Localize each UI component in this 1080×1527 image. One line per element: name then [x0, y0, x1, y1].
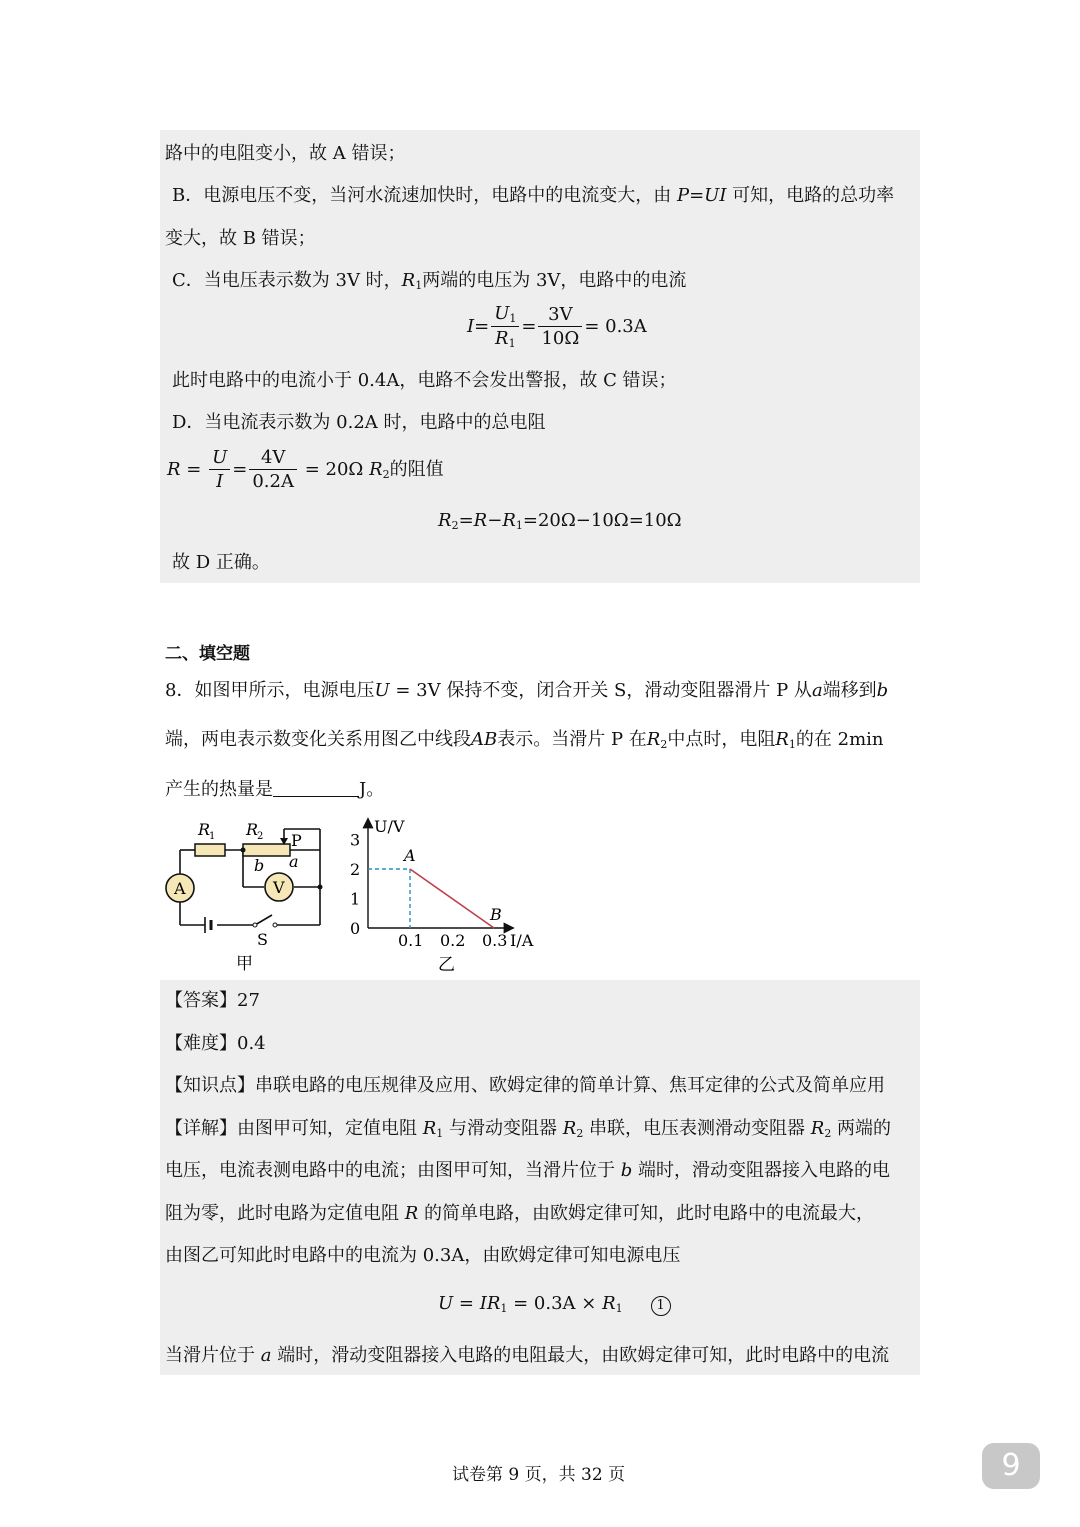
ui-graph [340, 812, 550, 977]
switch-label: S [257, 930, 268, 949]
solution-line: 故 D 正确。 [172, 552, 270, 573]
resistor-r1 [195, 844, 225, 856]
voltmeter-label: V [273, 878, 285, 897]
x-tick-label: 0.3 [482, 931, 508, 950]
question-line: 端，两电表示数变化关系用图乙中线段AB表示。当滑片 P 在$R_2$中点时，电阻$R_1$的在 2min [165, 729, 884, 751]
detail-line: 电压，电流表测电路中的电流；由图甲可知，当滑片位于 b 端时，滑动变阻器接入电路的电 [165, 1160, 890, 1181]
segment-ab [410, 869, 494, 928]
figure-caption-yi: 乙 [438, 955, 455, 975]
solution-line: C．当电压表示数为 3V 时，$R_1$两端的电压为 3V，电路中的电流 [172, 270, 687, 292]
page-number-badge: 9 [982, 1443, 1040, 1489]
difficulty-line: 【难度】0.4 [165, 1033, 266, 1054]
formula-r2: $R_2=R-R_1=20\Omega-10\Omega=10\Omega$ [438, 510, 682, 532]
label-b: b [254, 856, 265, 875]
y-axis-label: U/V [374, 817, 405, 836]
detail-line: 【详解】由图甲可知，定值电阻 $R_1$ 与滑动变阻器 $R_2$ 串联，电压表测滑动变阻器 $R_2$ 两端的 [165, 1118, 892, 1140]
page-footer: 试卷第 9 页，共 32 页 [452, 1465, 626, 1485]
y-tick-label: 1 [350, 889, 361, 909]
solution-line: 变大，故 B 错误； [165, 228, 316, 249]
answer-line: 【答案】27 [165, 990, 260, 1011]
formula-supply-voltage: $U = IR_1 = 0.3A \times R_1$ 1 [438, 1295, 671, 1316]
label-p: P [291, 831, 302, 850]
rheostat-r2 [243, 844, 290, 856]
question-line: 8．如图甲所示，电源电压U = 3V 保持不变，闭合开关 S，滑动变阻器滑片 P 从a端移到b [165, 680, 889, 701]
question-line: 产生的热量是 J。 [165, 779, 385, 800]
solution-line: B．电源电压不变，当河水流速加快时，电路中的电流变大，由 P=UI 可知，电路的总功率 [172, 185, 895, 206]
detail-line: 当滑片位于 a 端时，滑动变阻器接入电路的电阻最大，由欧姆定律可知，此时电路中的电流 [165, 1345, 890, 1366]
formula-resistance: R = $\frac{U}{I}$ = $\frac{4V}{0.2A}$ = 20Ω $R_2$的阻值 [167, 447, 444, 492]
solution-line: 路中的电阻变小，故 A 错误； [165, 143, 406, 164]
section-heading: 二、填空题 [165, 644, 250, 664]
x-tick-label: 0.1 [398, 931, 424, 950]
label-r1-sub: 1 [209, 831, 216, 842]
y-tick-label: 3 [350, 830, 361, 850]
y-tick-label: 0 [350, 919, 361, 938]
answer-blank [273, 780, 359, 797]
figure-caption-jia: 甲 [236, 954, 253, 974]
point-label-b: B [490, 905, 502, 924]
label-r2: R [246, 820, 259, 839]
solution-line: 此时电路中的电流小于 0.4A，电路不会发出警报，故 C 错误； [172, 370, 677, 391]
y-tick-label: 2 [350, 860, 361, 879]
x-axis-label: I/A [510, 931, 534, 950]
point-label-a: A [404, 846, 416, 865]
knowledge-line: 【知识点】串联电路的电压规律及应用、欧姆定律的简单计算、焦耳定律的公式及简单应用 [165, 1075, 885, 1096]
detail-line: 阻为零，此时电路为定值电阻 R 的简单电路，由欧姆定律可知，此时电路中的电流最大， [165, 1203, 875, 1224]
solution-line: D．当电流表示数为 0.2A 时，电路中的总电阻 [172, 412, 546, 433]
label-a: a [289, 852, 299, 871]
label-r1: R [198, 820, 211, 839]
equation-number: 1 [651, 1296, 671, 1316]
formula-current: I= $\frac{U_1}{R_1}$ = $\frac{3V}{10\Omega}$ = 0.3A [467, 303, 647, 350]
detail-line: 由图乙可知此时电路中的电流为 0.3A，由欧姆定律可知电源电压 [165, 1245, 681, 1266]
circuit-diagram [160, 815, 330, 975]
x-tick-label: 0.2 [440, 931, 466, 950]
ammeter-label: A [174, 879, 186, 898]
label-r2-sub: 2 [257, 831, 264, 842]
